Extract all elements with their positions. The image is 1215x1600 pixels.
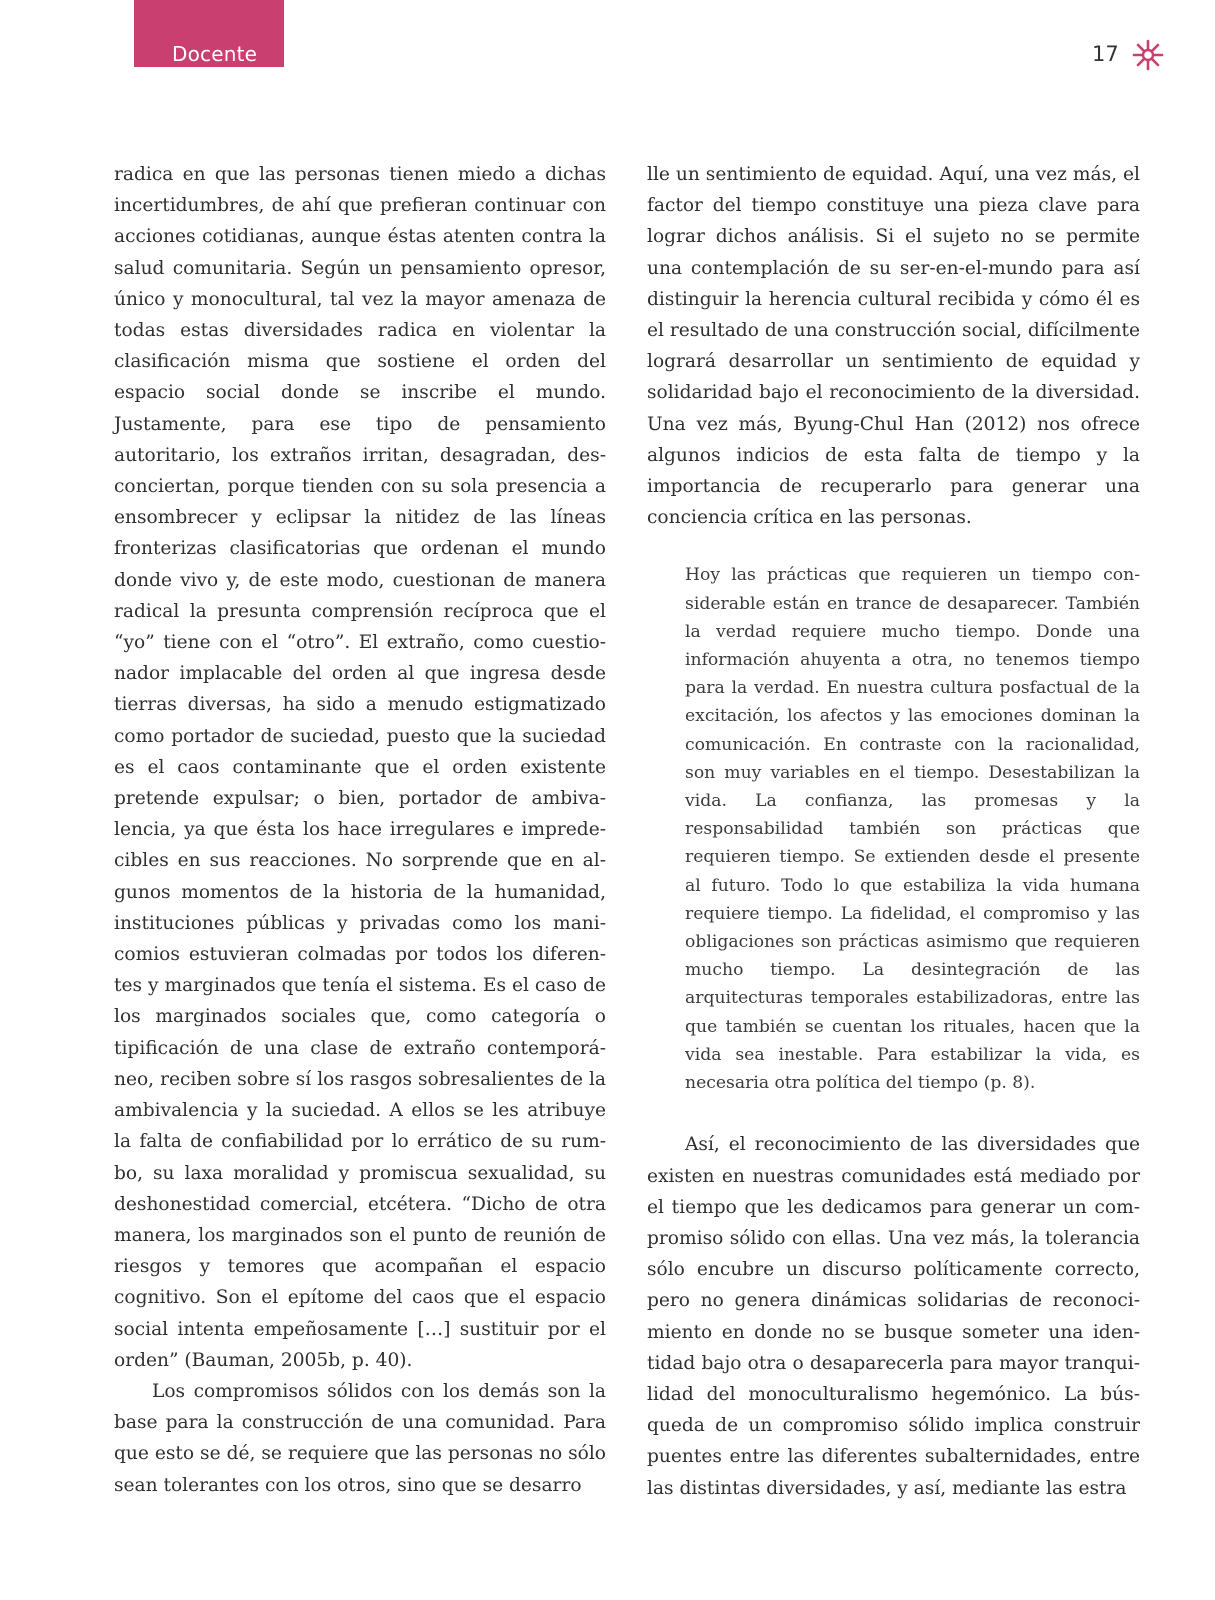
asterisk-flower-icon [1131,38,1165,72]
page-number: 17 [1092,42,1119,66]
block-quote: Hoy las prácticas que requieren un tiempo considerable están en trance de desaparecer. También la verdad requiere mucho tiempo. Donde una información ahuyenta a otra, no tenemos tiempo para la verdad. En nuestra cultura posfactual de la excitación, los afectos y las emociones dominan la comunicación. En contraste con la racionalidad, son muy variables en el tiempo. Desestabilizan la vida. La confianza, las promesas y la responsabilidad también son prácticas que requieren tiempo. Se extienden desde el presente al futuro. Todo lo que estabiliza la vida humana requiere tiempo. La fidelidad, el compromiso y las obligaciones son prácticas asimismo que requieren mucho tiempo. La desintegración de las arquitecturas temporales estabilizadoras, entre las que también se cuentan los rituales, hacen que la vida sea inestable. Para estabilizar la vida, es necesaria otra política del tiempo (p. 8). [685,565,1140,1094]
body-paragraph: Así, el reconocimiento de las diversidades que existen en nuestras comunidades está mediado por el tiempo que les dedicamos para generar un compromiso sólido con ellas. Una vez más, la tolerancia sólo encubre un discurso políticamente correcto, pero no genera dinámicas solidarias de reconocimiento en donde no se busque someter una identidad bajo otra o desaparecerla para mayor tranquilidad del monoculturalismo hegemónico. La búsqueda de un compromiso sólido implica construir puentes entre las diferentes subalternidades, entre las distintas diversidades, y así, mediante las estra [647,1134,1140,1499]
body-paragraph: Los compromisos sólidos con los demás son la base para la construcción de una comunidad. Para que esto se dé, se requiere que las personas no sólo sean tolerantes con los otros, sino que se desarro [114,1380,606,1496]
body-paragraph: radica en que las personas tienen miedo a dichas incertidumbres, de ahí que prefieran continuar con acciones cotidianas, aunque éstas atenten contra la salud comunitaria. Según un pensamiento opresor, único y monocultural, tal vez la mayor amenaza de todas estas diversidades radica en violentar la clasificación misma que sostiene el orden del espacio social donde se inscribe el mundo. Justamente, para ese tipo de pensamiento autoritario, los extraños irritan, desagradan, desconciertan, porque tienden con su sola presencia a ensombrecer y eclipsar la nitidez de las líneas fronterizas clasificatorias que ordenan el mundo donde vivo y, de este modo, cuestionan de manera radical la presunta comprensión recíproca que el “yo” tiene con el “otro”. El extraño, como cuestionador implacable del orden al que ingresa desde tierras diversas, ha sido a menudo estigmatizado como portador de suciedad, puesto que la suciedad es el caos contaminante que el orden existente pretende expulsar; o bien, portador de ambivalencia, ya que ésta los hace irregulares e impredecibles en sus reacciones. No sorprende que en algunos momentos de la historia de la humanidad, instituciones públicas y privadas como los manicomios estuvieran colmadas por todos los diferentes y marginados que tenía el sistema. Es el caso de los marginados sociales que, como categoría o tipificación de una clase de extraño contemporáneo, reciben sobre sí los rasgos sobresalientes de la ambivalencia y la suciedad. A ellos se les atribuye la falta de confiabilidad por lo errático de su rumbo, su laxa moralidad y promiscua sexualidad, su deshonestidad comercial, etcétera. “Dicho de otra manera, los marginados son el punto de reunión de riesgos y temores que acompañan el espacio cognitivo. Son el epítome del caos que el espacio social intenta empeñosamente […] sustituir por el orden” (Bauman, 2005b, p. 40). [114,164,606,1371]
body-paragraph: lle un sentimiento de equidad. Aquí, una vez más, el factor del tiempo constituye una pieza clave para lograr dichos análisis. Si el sujeto no se permite una contemplación de su ser-en-el-mundo para así distinguir la herencia cultural recibida y cómo él es el resultado de una construcción social, difícilmente logrará desarrollar un sentimiento de equidad y solidaridad bajo el reconocimiento de la diversidad. Una vez más, Byung-Chul Han (2012) nos ofrece algunos indicios de esta falta de tiempo y la importancia de recuperarlo para generar una conciencia crítica en las personas. [647,164,1140,529]
right-text-column [647,159,1140,1504]
header-section-tab [134,0,284,67]
section-label: Docente [172,42,258,66]
left-text-column [114,159,606,1501]
